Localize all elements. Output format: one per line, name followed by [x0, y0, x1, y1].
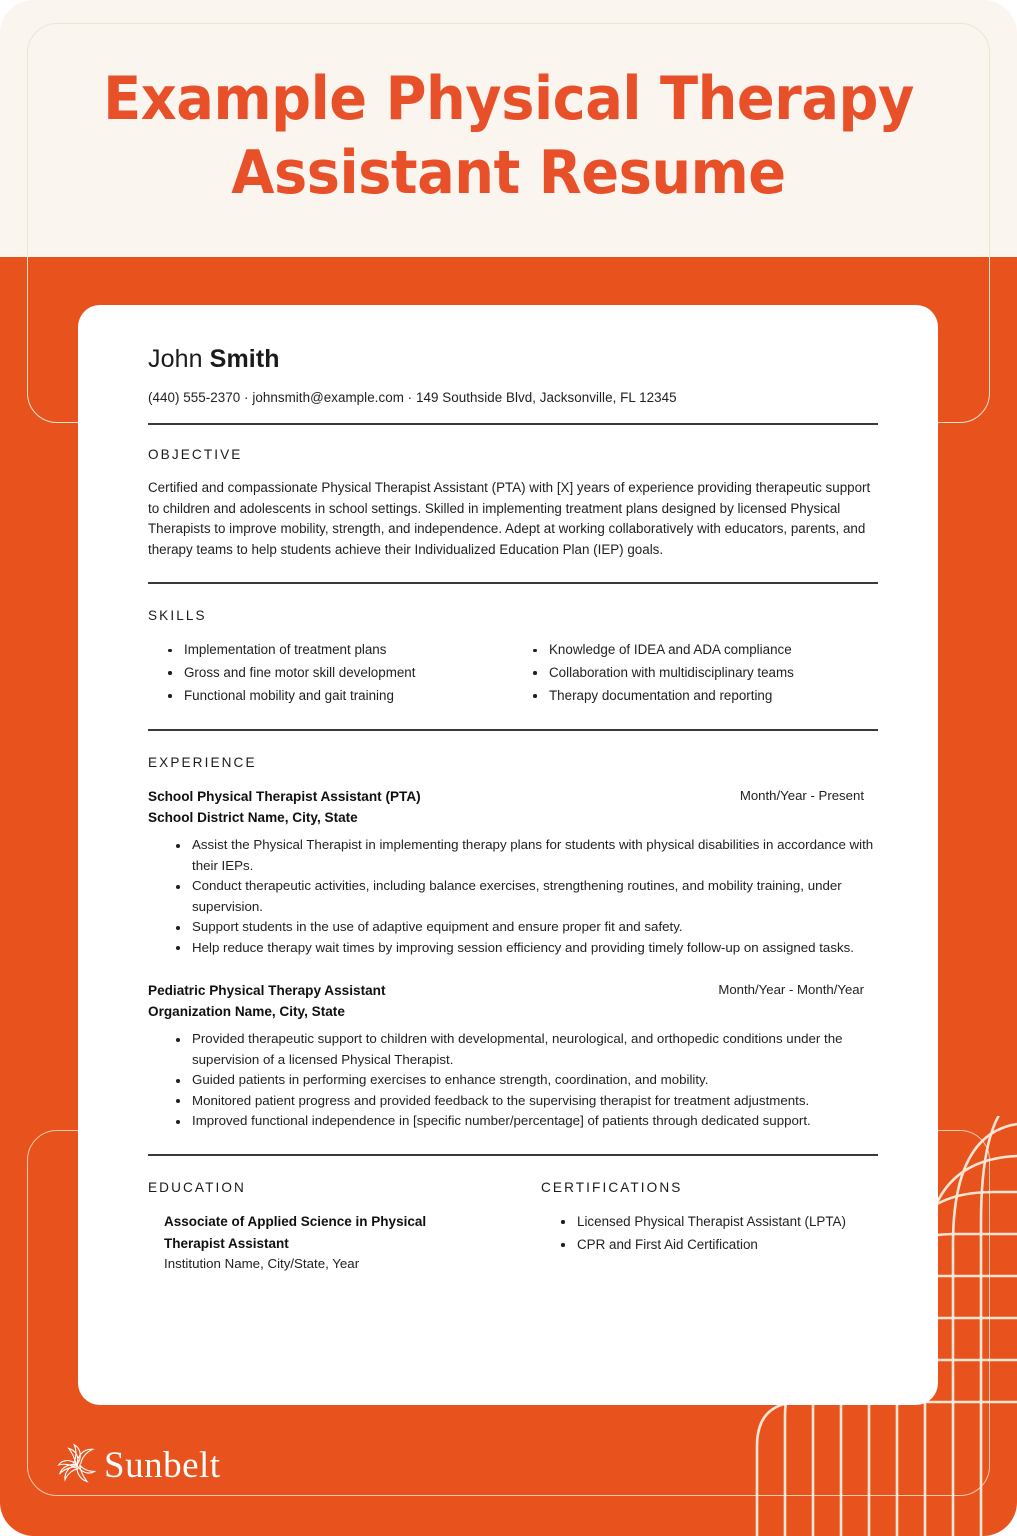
list-item: Gross and fine motor skill development: [184, 662, 513, 684]
experience-bullets: [148, 835, 878, 958]
candidate-contact-line: (440) 555-2370 · johnsmith@example.com · 149 Southside Blvd, Jacksonville, FL 12345: [148, 390, 677, 405]
sunbelt-wordmark: Sunbelt: [104, 1444, 221, 1486]
education-institution: Institution Name, City/State, Year: [164, 1255, 360, 1271]
list-item: Implementation of treatment plans: [184, 639, 513, 661]
section-heading-certifications: CERTIFICATIONS: [541, 1179, 683, 1195]
section-heading-skills: SKILLS: [148, 608, 207, 623]
list-item: Guided patients in performing exercises to enhance strength, coordination, and mobility.: [192, 1070, 878, 1091]
list-item: Support students in the use of adaptive equipment and ensure proper fit and safety.: [192, 917, 878, 938]
section-heading-education: EDUCATION: [148, 1179, 246, 1195]
divider-after-objective: [148, 582, 878, 584]
candidate-first-name: John: [148, 345, 210, 373]
section-heading-objective: OBJECTIVE: [148, 447, 243, 462]
list-item: Assist the Physical Therapist in implementing therapy plans for students with physical disabilities in accordance with their IEPs.: [192, 835, 878, 876]
candidate-name: [148, 345, 878, 374]
education-column: [148, 1180, 513, 1271]
list-item: Improved functional independence in [specific number/percentage] of patients through dedicated support.: [192, 1111, 878, 1132]
experience-entry-titles: [148, 786, 421, 828]
list-item: CPR and First Aid Certification: [577, 1234, 878, 1256]
skills-columns: [148, 639, 878, 707]
candidate-last-name: Smith: [209, 345, 280, 373]
list-item: Knowledge of IDEA and ADA compliance: [549, 639, 878, 661]
sunbelt-logo: [54, 1442, 221, 1488]
education-degree: Associate of Applied Science in Physical Therapist Assistant: [164, 1213, 427, 1251]
list-item: Help reduce therapy wait times by improving session efficiency and providing timely follow-up on assigned tasks.: [192, 938, 878, 959]
job-dates: Month/Year - Month/Year: [718, 982, 864, 998]
list-item: Monitored patient progress and provided feedback to the supervising therapist for treatment adjustments.: [192, 1091, 878, 1112]
skills-list-right: [513, 639, 878, 706]
section-heading-experience: EXPERIENCE: [148, 755, 257, 771]
sun-swirl-icon: [54, 1442, 100, 1488]
skills-column-right: [513, 639, 878, 707]
job-title: Pediatric Physical Therapy Assistant: [148, 983, 386, 999]
resume-card: [78, 305, 938, 1405]
education-certifications-columns: [148, 1180, 878, 1271]
job-employer: School District Name, City, State: [148, 810, 358, 826]
skills-column-left: [148, 639, 513, 707]
experience-entry-2: [148, 980, 878, 1132]
list-item: Conduct therapeutic activities, including balance exercises, strengthening routines, and mobility training, under supervision.: [192, 876, 878, 917]
objective-text: Certified and compassionate Physical Therapist Assistant (PTA) with [X] years of experience providing therapeutic support to children and adolescents in school settings. Skilled in implementing treatment plans designed by licensed Physical Therapists to improve mobility, strength, and independence. Adept at working collaboratively with educators, parents, and therapy teams to help students achieve their Individualized Education Plan (IEP) goals.: [148, 480, 871, 557]
page-title: Example Physical Therapy Assistant Resume: [103, 64, 914, 208]
experience-bullets: [148, 1029, 878, 1132]
page-title-wrap: [0, 62, 1017, 210]
skills-list-left: [148, 639, 513, 706]
experience-entry-1: [148, 786, 878, 958]
experience-entry-header: [148, 786, 878, 828]
divider-after-contact: [148, 423, 878, 425]
divider-after-experience: [148, 1154, 878, 1156]
job-dates: Month/Year - Present: [739, 788, 864, 804]
experience-entry-titles: [148, 980, 386, 1022]
list-item: Licensed Physical Therapist Assistant (LPTA): [577, 1211, 878, 1233]
list-item: Collaboration with multidisciplinary teams: [549, 662, 878, 684]
divider-after-skills: [148, 729, 878, 731]
certifications-list: [541, 1211, 878, 1256]
experience-entry-header: [148, 980, 878, 1022]
job-title: School Physical Therapist Assistant (PTA): [148, 789, 421, 805]
list-item: Therapy documentation and reporting: [549, 685, 878, 707]
certifications-column: [513, 1180, 878, 1271]
job-employer: Organization Name, City, State: [148, 1004, 345, 1020]
list-item: Functional mobility and gait training: [184, 685, 513, 707]
list-item: Provided therapeutic support to children with developmental, neurological, and orthopedic conditions under the supervision of a licensed Physical Therapist.: [192, 1029, 878, 1070]
